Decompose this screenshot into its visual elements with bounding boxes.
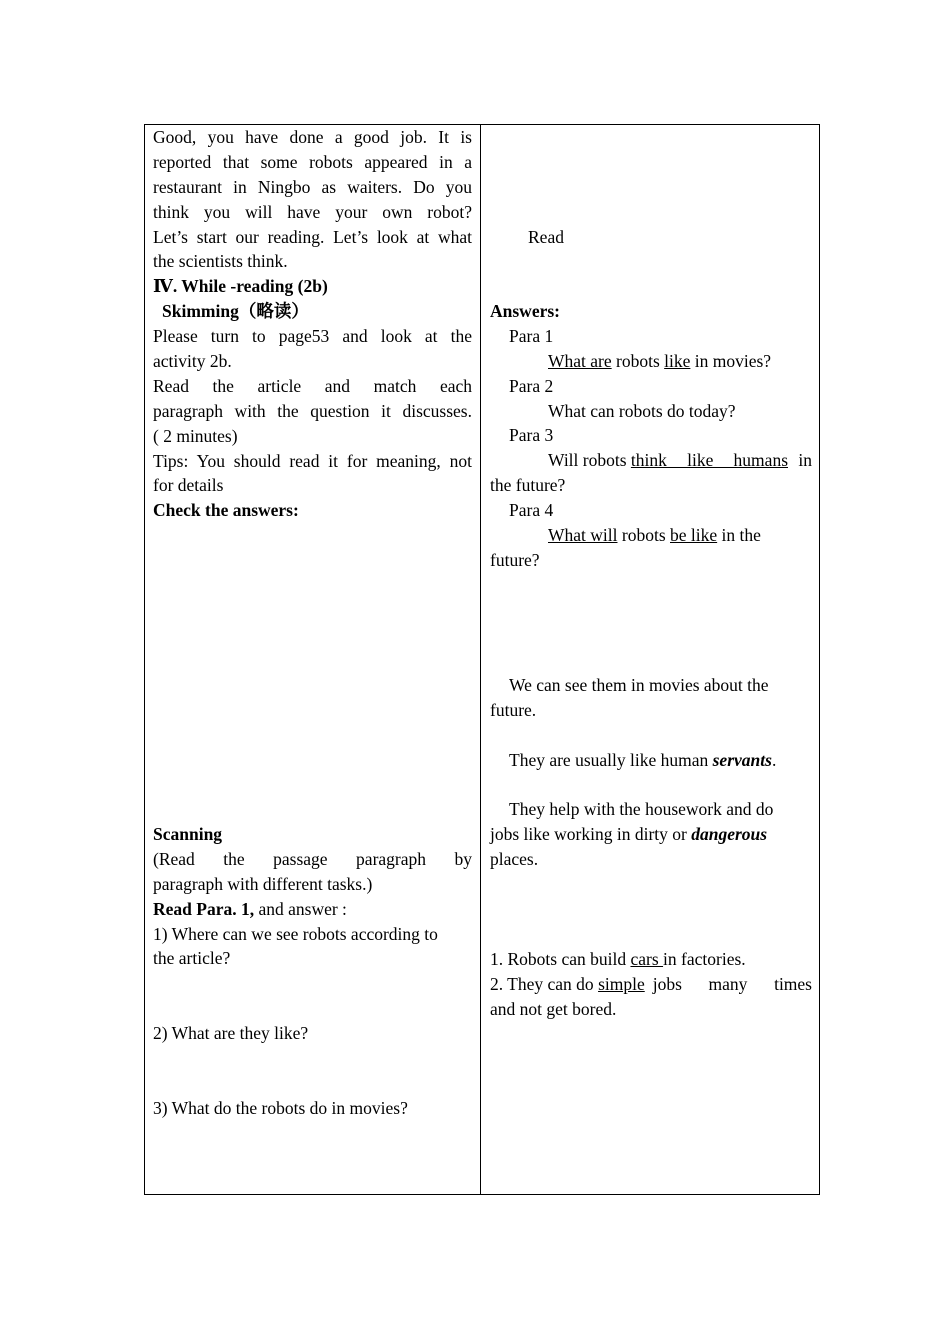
answer-text: 1. Robots can build [490, 949, 631, 969]
read-para-rest: and answer : [254, 898, 347, 919]
answer-text: Will robots [548, 450, 631, 471]
para-2-details-cell [490, 947, 812, 1022]
answer-text: . [771, 749, 777, 770]
scanning-heading: Scanning [153, 824, 223, 844]
question-2 [153, 1021, 472, 1046]
check-answers-heading: Check the answers: [153, 500, 299, 521]
movies-answer-line: future. [490, 699, 537, 720]
simple-answer [490, 972, 812, 997]
scan-line: (Read the passage paragraph by [153, 848, 472, 869]
scan-answers-cell [490, 673, 812, 872]
skim-line: Tips: You should read it for meaning, not [153, 450, 472, 471]
section-heading: Ⅳ. While -reading (2b) [153, 276, 328, 297]
para-1-answer [490, 349, 812, 374]
underlined-text: simple [598, 973, 645, 994]
answer-text: in [794, 450, 812, 471]
intro-line: Let’s start our reading. Let’s look at what [153, 226, 472, 247]
question-1-line: the article? [153, 948, 231, 969]
answer-text: in the [717, 525, 761, 546]
skim-line: for details [153, 475, 224, 496]
answer-text: jobs many times [652, 973, 812, 994]
answers-heading: Answers: [490, 301, 560, 321]
servants-answer [490, 748, 812, 773]
underlined-text: What are [548, 350, 612, 371]
read-para-instruction [153, 897, 472, 922]
question-1-line: 1) Where can we see robots according to [153, 923, 438, 944]
underlined-text: cars [630, 949, 664, 969]
answer-text: in factories. [663, 949, 746, 969]
read-label-cell [490, 225, 812, 250]
para-4-answer-cont: future? [490, 549, 540, 570]
spacer [490, 723, 812, 748]
skimming-heading: Skimming（略读） [162, 301, 309, 322]
spacer [490, 773, 812, 798]
answer-text: 2. They can do [490, 973, 599, 994]
column-divider [480, 124, 481, 1195]
help-answer-line [490, 822, 812, 847]
para-3-answer [490, 448, 812, 473]
left-cell-top [153, 125, 472, 523]
read-label: Read [528, 227, 564, 247]
underlined-text: think like humans [630, 450, 788, 471]
keyword: servants [712, 749, 772, 770]
intro-line: Good, you have done a good job. It is [153, 127, 472, 147]
intro-line: think you will have your own robot? [153, 201, 472, 222]
para-4-label: Para 4 [509, 500, 554, 521]
para-2-answer: What can robots do today? [548, 400, 736, 421]
skim-line: Read the article and match each [153, 375, 472, 396]
intro-line: restaurant in Ningbo as waiters. Do you [153, 176, 472, 197]
answer-text: robots [617, 525, 670, 546]
left-cell-scanning [153, 822, 472, 971]
keyword: dangerous [691, 824, 768, 845]
para-2-label: Para 2 [509, 375, 554, 396]
underlined-text: be like [670, 525, 718, 546]
question-2-text: 2) What are they like? [153, 1023, 309, 1043]
bored-answer: and not get bored. [490, 998, 617, 1019]
skim-line: paragraph with the question it discusses. [153, 400, 472, 421]
underlined-text: like [664, 350, 691, 371]
skim-line: Please turn to page53 and look at the [153, 326, 472, 347]
para-3-answer-cont: the future? [490, 475, 566, 496]
question-3-text: 3) What do the robots do in movies? [153, 1098, 408, 1118]
read-para-bold: Read Para. 1, [153, 898, 255, 919]
skim-line: activity 2b. [153, 351, 232, 372]
answer-text: They are usually like human [509, 749, 713, 770]
build-answer [490, 947, 812, 972]
answers-cell [490, 299, 812, 573]
para-1-label: Para 1 [509, 325, 554, 346]
help-answer-line: places. [490, 849, 539, 870]
para-4-answer [490, 523, 812, 548]
answer-text: jobs like working in dirty or [490, 824, 692, 845]
intro-line: reported that some robots appeared in a [153, 151, 472, 172]
intro-line: the scientists think. [153, 251, 288, 272]
help-answer-line: They help with the housework and do [509, 799, 774, 820]
answer-text: in movies? [690, 350, 772, 371]
underlined-text: What will [548, 525, 618, 546]
question-3 [153, 1096, 472, 1121]
para-3-label: Para 3 [509, 425, 554, 446]
scan-line: paragraph with different tasks.) [153, 873, 373, 894]
skim-line: ( 2 minutes) [153, 425, 238, 446]
answer-text: robots [611, 350, 665, 371]
movies-answer-line: We can see them in movies about the [509, 675, 769, 695]
